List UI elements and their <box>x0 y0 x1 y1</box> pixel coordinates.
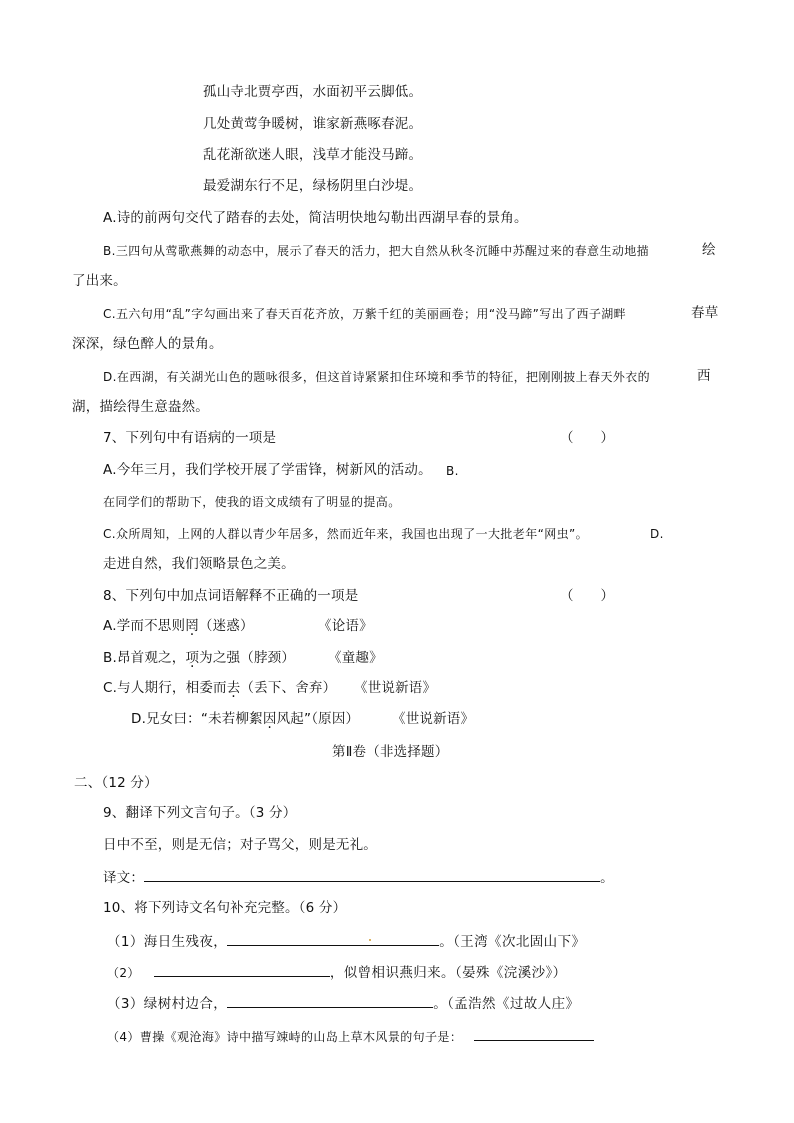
q10-item-3-post: 。（孟浩然《过故人庄》 <box>433 996 580 1012</box>
q8-option-d-dotted-word: 因 <box>262 711 277 727</box>
q8-option-a-source: 《论语》 <box>318 618 373 634</box>
q10-item-2 <box>107 963 567 982</box>
q7-stem: 7、下列句中有语病的一项是 <box>103 430 277 446</box>
q9-translation-end: 。 <box>600 870 614 886</box>
q8-option-c-dotted-word: 去 <box>226 680 241 696</box>
q10-item-2-blank[interactable] <box>154 963 330 977</box>
q9-sentence: 日中不至，则是无信；对子骂父，则是无礼。 <box>103 837 377 853</box>
q6-option-c-line1: C.五六句用“乱”字勾画出来了春天百花齐放，万紫千红的美丽画卷；用“没马蹄”写出了西子湖畔 <box>103 307 627 321</box>
poem-line-2: 几处黄莺争暖树，谁家新燕啄春泥。 <box>203 116 423 132</box>
q8-answer-paren: （ ） <box>560 588 614 604</box>
q9-translation-label: 译文： <box>103 870 145 886</box>
poem-line-4: 最爱湖东行不足，绿杨阴里白沙堤。 <box>203 178 423 194</box>
q10-stem: 10、将下列诗文名句补充完整。（6 分） <box>103 900 347 916</box>
q8-option-a-gloss: （迷惑） <box>198 618 254 634</box>
q9-translation-row <box>103 868 614 887</box>
q8-option-b-source: 《童趣》 <box>328 650 383 666</box>
part-two-heading: 二、（12 分） <box>74 775 158 791</box>
q8-option-d <box>131 710 359 728</box>
q8-option-d-gloss: 风起”（原因） <box>276 711 360 727</box>
q7-answer-paren: （ ） <box>560 430 614 446</box>
q8-option-c-text: C.与人期行，相委而 <box>103 680 227 696</box>
q8-option-d-source: 《世说新语》 <box>392 711 475 727</box>
q10-item-2-pre: （2） <box>107 966 140 980</box>
q6-option-c-line2: 深深，绿色醉人的景角。 <box>72 336 223 352</box>
q8-option-b-dotted-word: 项 <box>185 650 200 666</box>
q9-translation-blank[interactable] <box>144 868 600 882</box>
q6-option-c-line1-end: 春草 <box>691 305 719 321</box>
q7-option-d-label: D. <box>650 527 664 541</box>
q10-item-3-blank[interactable] <box>227 994 433 1008</box>
q10-item-1-blank[interactable] <box>227 932 439 946</box>
poem-line-1: 孤山寺北贾亭西，水面初平云脚低。 <box>203 84 423 100</box>
q8-option-c <box>103 679 336 697</box>
q7-option-c: C.众所周知，上网的人群以青少年居多，然而近年来，我国也出现了一大批老年“网虫”。 <box>103 527 589 541</box>
q8-option-b-gloss: 为之强（脖颈） <box>199 650 296 666</box>
q8-option-c-gloss: （丢下、舍弃） <box>240 680 337 696</box>
q8-option-a-dotted-word: 罔 <box>185 618 199 634</box>
q10-item-3-pre: （3）绿树村边合， <box>107 996 228 1012</box>
q9-stem: 9、翻译下列文言句子。（3 分） <box>103 805 297 821</box>
q10-item-3 <box>107 994 579 1013</box>
q8-option-b <box>103 649 295 667</box>
q6-option-a: A.诗的前两句交代了踏春的去处，简洁明快地勾勒出西湖早春的景角。 <box>103 210 528 226</box>
q8-option-b-text: B.昂首观之， <box>103 650 186 666</box>
q6-option-d-line1-end: 西 <box>697 368 711 384</box>
q6-option-d-line1: D.在西湖，有关湖光山色的题咏很多，但这首诗紧紧扣住环境和季节的特征，把刚刚披上春天外衣的 <box>103 370 651 384</box>
q7-option-b: 在同学们的帮助下，使我的语文成绩有了明显的提高。 <box>103 495 401 509</box>
q8-option-c-source: 《世说新语》 <box>354 680 437 696</box>
q6-option-b-line1: B.三四句从莺歌燕舞的动态中，展示了春天的活力，把大自然从秋冬沉睡中苏醒过来的春意生动地描 <box>103 244 650 258</box>
q7-option-d: 走进自然，我们领略景色之美。 <box>103 556 295 572</box>
q7-option-a: A.今年三月，我们学校开展了学雷锋，树新风的活动。 <box>103 462 432 478</box>
section-title: 第Ⅱ卷（非选择题） <box>332 744 449 760</box>
q10-item-1 <box>107 932 585 951</box>
q10-item-1-post: 。（王湾《次北固山下》 <box>439 934 586 950</box>
q10-item-4-pre: （4）曹操《观沧海》诗中描写竦峙的山岛上草木风景的句子是： <box>107 1030 463 1044</box>
q6-option-b-line1-end: 绘 <box>702 242 716 258</box>
q8-option-a-text: A.学而不思则 <box>103 618 186 634</box>
q10-item-2-post: ，似曾相识燕归来。（晏殊《浣溪沙》） <box>329 965 567 981</box>
q10-item-4 <box>107 1027 594 1046</box>
q10-item-4-blank[interactable] <box>474 1027 594 1041</box>
q8-stem: 8、下列句中加点词语解释不正确的一项是 <box>103 588 359 604</box>
q6-option-b-line2: 了出来。 <box>72 273 127 289</box>
stray-mark <box>369 939 371 941</box>
q8-option-d-text: D.兄女曰：“未若柳絮 <box>131 711 263 727</box>
q7-option-b-label: B. <box>446 464 459 478</box>
q6-option-d-line2: 湖，描绘得生意盎然。 <box>72 399 209 415</box>
q8-option-a <box>103 617 254 635</box>
poem-line-3: 乱花渐欲迷人眼，浅草才能没马蹄。 <box>203 147 423 163</box>
q10-item-1-pre: （1）海日生残夜， <box>107 934 228 950</box>
